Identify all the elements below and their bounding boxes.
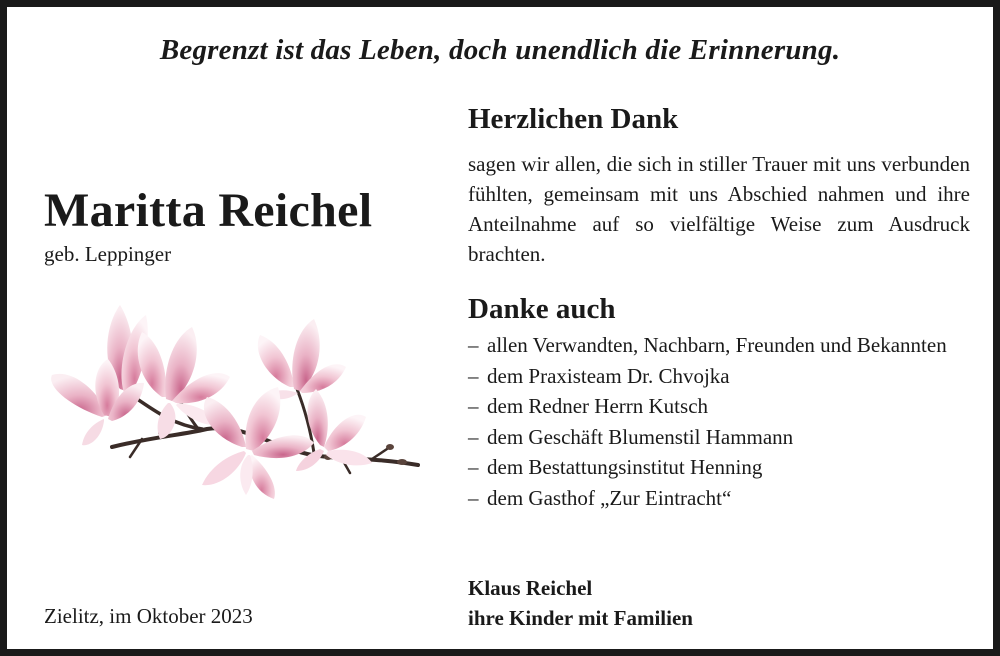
thanks-heading: Herzlichen Dank [468, 103, 679, 135]
magnolia-branch-image [42, 297, 422, 502]
list-item-text: allen Verwandten, Nachbarn, Freunden und Bekannten [487, 333, 947, 357]
signer-family: ihre Kinder mit Familien [468, 606, 693, 630]
list-item: – dem Bestattungsinstitut Henning [468, 452, 968, 483]
signers [468, 573, 693, 633]
list-item-text: dem Geschäft Blumenstil Hammann [487, 424, 794, 449]
list-item-text: dem Praxisteam Dr. Chvojka [487, 363, 730, 388]
thanks-list [468, 330, 968, 513]
list-item: – dem Gasthof „Zur Eintracht“ [468, 483, 968, 514]
thanks-text: sagen wir allen, die sich in stiller Trauer mit uns verbunden fühlten, gemeinsam mit uns Abschied nahmen und ihre Anteilnahme auf so vielfältige Weise zum Ausdruck brachten. [468, 152, 970, 266]
signer-name: Klaus Reichel [468, 576, 593, 600]
list-item-text: dem Redner Herrn Kutsch [487, 394, 709, 418]
list-item-text: dem Gasthof „Zur Eintracht“ [487, 485, 732, 510]
also-thanks-heading: Danke auch [468, 293, 616, 325]
list-item-text: dem Bestattungsinstitut Henning [487, 455, 763, 479]
list-item: – dem Redner Herrn Kutsch [468, 391, 968, 422]
maiden-name: geb. Leppinger [44, 242, 172, 266]
list-item: – dem Geschäft Blumenstil Hammann [468, 422, 968, 453]
place-and-date: Zielitz, im Oktober 2023 [44, 604, 253, 628]
motto: Begrenzt ist das Leben, doch unendlich die Erinnerung. [159, 34, 841, 66]
list-item: – dem Praxisteam Dr. Chvojka [468, 361, 968, 392]
list-item: – allen Verwandten, Nachbarn, Freunden und Bekannten [468, 330, 968, 361]
deceased-name: Maritta Reichel [44, 184, 373, 237]
